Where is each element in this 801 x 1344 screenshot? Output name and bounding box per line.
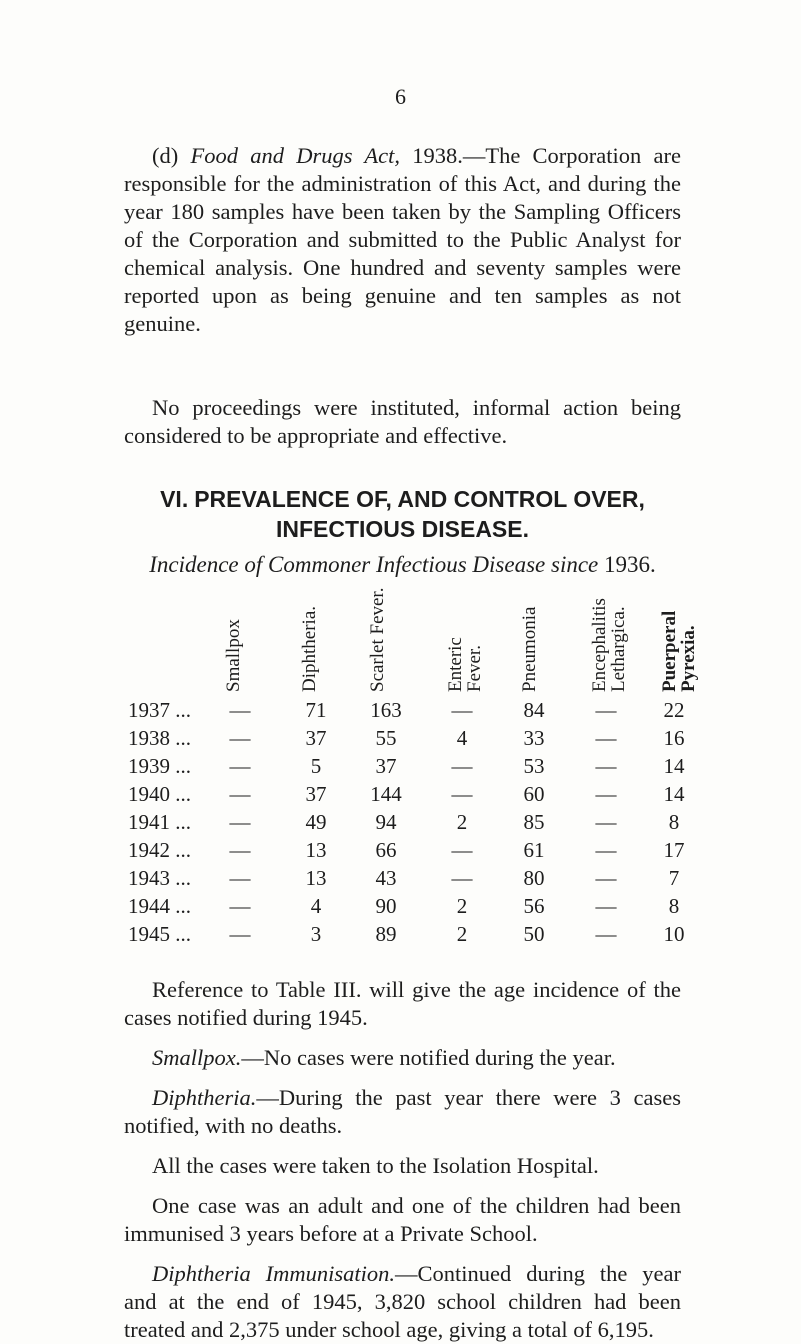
- cell-smallpox: —: [229, 782, 251, 806]
- cell-enteric-fever: —: [451, 866, 473, 890]
- cell-diphtheria: 5: [310, 754, 322, 778]
- cell-scarlet-fever: 37: [375, 754, 397, 778]
- header-pneumonia: Pneumonia: [519, 606, 540, 692]
- cell-encephalitis: —: [595, 894, 617, 918]
- cell-enteric-fever: 2: [456, 922, 468, 946]
- table-caption-year: 1936.: [604, 552, 656, 577]
- section-title: PREVALENCE OF, AND CONTROL OVER, INFECTIOUS DISEASE.: [194, 486, 645, 542]
- cell-puerperal-pyrexia: 7: [668, 866, 680, 890]
- cell-diphtheria: 13: [305, 866, 327, 890]
- cell-pneumonia: 85: [523, 810, 545, 834]
- cell-smallpox: —: [229, 894, 251, 918]
- header-puerperal-pyrexia: Puerperal Pyrexia.: [659, 610, 699, 692]
- cell-scarlet-fever: 90: [375, 894, 397, 918]
- immunised-paragraph: One case was an adult and one of the children had been immunised 3 years before at a Private School.: [124, 1193, 681, 1246]
- table-caption-text: Incidence of Commoner Infectious Disease since: [149, 552, 599, 577]
- cell-pneumonia: 56: [523, 894, 545, 918]
- cell-scarlet-fever: 94: [375, 810, 397, 834]
- cell-smallpox: —: [229, 866, 251, 890]
- cell-encephalitis: —: [595, 782, 617, 806]
- smallpox-lead: Smallpox.: [152, 1045, 242, 1070]
- food-drugs-title: Food and Drugs Act,: [190, 143, 400, 168]
- cell-enteric-fever: —: [451, 838, 473, 862]
- cell-diphtheria: 13: [305, 838, 327, 862]
- cell-diphtheria: 37: [305, 726, 327, 750]
- immunisation-text: —Continued during the year and at the end of 1945, 3,820 school children had been treated and 2,375 under school age, giving a total of 6,195.: [124, 1261, 681, 1342]
- table-row: [0, 782, 801, 808]
- cell-scarlet-fever: 66: [375, 838, 397, 862]
- table-row: [0, 894, 801, 920]
- food-drugs-label: (d): [152, 143, 179, 168]
- cell-scarlet-fever: 43: [375, 866, 397, 890]
- cell-puerperal-pyrexia: 14: [663, 754, 685, 778]
- header-scarlet-fever: Scarlet Fever.: [367, 587, 388, 692]
- cell-puerperal-pyrexia: 22: [663, 698, 685, 722]
- cell-enteric-fever: 2: [456, 894, 468, 918]
- row-year: 1939 ...: [128, 754, 191, 778]
- cell-enteric-fever: 4: [456, 726, 468, 750]
- proceedings-paragraph: No proceedings were instituted, informal action being considered to be appropriate and effective.: [124, 395, 681, 448]
- cell-pneumonia: 60: [523, 782, 545, 806]
- reference-paragraph: Reference to Table III. will give the age incidence of the cases notified during 1945.: [124, 977, 681, 1030]
- cell-scarlet-fever: 89: [375, 922, 397, 946]
- header-enteric-fever: Enteric Fever.: [445, 637, 485, 692]
- cell-encephalitis: —: [595, 922, 617, 946]
- smallpox-text: —No cases were notified during the year.: [241, 1045, 616, 1070]
- row-year: 1944 ...: [128, 894, 191, 918]
- cell-puerperal-pyrexia: 8: [668, 894, 680, 918]
- cell-smallpox: —: [229, 698, 251, 722]
- immunisation-lead: Diphtheria Immunisation.: [152, 1261, 396, 1286]
- row-year: 1945 ...: [128, 922, 191, 946]
- section-heading: [124, 484, 681, 544]
- cell-puerperal-pyrexia: 10: [663, 922, 685, 946]
- row-year: 1938 ...: [128, 726, 191, 750]
- immunisation-paragraph: [124, 1260, 681, 1344]
- cell-encephalitis: —: [595, 838, 617, 862]
- cell-diphtheria: 49: [305, 810, 327, 834]
- smallpox-paragraph: [124, 1044, 681, 1072]
- cell-smallpox: —: [229, 754, 251, 778]
- diphtheria-text: —During the past year there were 3 cases notified, with no deaths.: [124, 1085, 681, 1138]
- header-diphtheria: Diphtheria.: [299, 605, 320, 692]
- cell-diphtheria: 4: [310, 894, 322, 918]
- cell-puerperal-pyrexia: 17: [663, 838, 685, 862]
- cell-encephalitis: —: [595, 866, 617, 890]
- row-year: 1942 ...: [128, 838, 191, 862]
- header-encephalitis-lethargica: Encephalitis Lethargica.: [589, 598, 629, 692]
- diphtheria-lead: Diphtheria.: [152, 1085, 257, 1110]
- cell-enteric-fever: —: [451, 698, 473, 722]
- table-row: [0, 838, 801, 864]
- cell-enteric-fever: —: [451, 754, 473, 778]
- row-year: 1943 ...: [128, 866, 191, 890]
- row-year: 1937 ...: [128, 698, 191, 722]
- cell-pneumonia: 80: [523, 866, 545, 890]
- cell-diphtheria: 3: [310, 922, 322, 946]
- cell-pneumonia: 33: [523, 726, 545, 750]
- food-drugs-text: 1938.—The Corporation are responsible for the administration of this Act, and during the year 180 samples have been taken by the Sampling Officers of the Corporation and submitted to the Public Analyst for chemical analysis. One hundred and seventy samples were reported upon as being genuine and ten samples as not genuine.: [124, 143, 681, 336]
- cell-smallpox: —: [229, 726, 251, 750]
- cell-puerperal-pyrexia: 8: [668, 810, 680, 834]
- cell-pneumonia: 53: [523, 754, 545, 778]
- table-caption: [124, 552, 681, 578]
- table-row: [0, 810, 801, 836]
- page-number: 6: [395, 84, 406, 109]
- diphtheria-paragraph: [124, 1084, 681, 1140]
- cell-scarlet-fever: 144: [370, 782, 402, 806]
- cell-enteric-fever: —: [451, 782, 473, 806]
- cell-pneumonia: 50: [523, 922, 545, 946]
- table-row: [0, 754, 801, 780]
- cell-encephalitis: —: [595, 726, 617, 750]
- row-year: 1941 ...: [128, 810, 191, 834]
- cell-smallpox: —: [229, 810, 251, 834]
- row-year: 1940 ...: [128, 782, 191, 806]
- cell-scarlet-fever: 163: [370, 698, 402, 722]
- isolation-paragraph: All the cases were taken to the Isolation Hospital.: [152, 1153, 599, 1178]
- cell-encephalitis: —: [595, 698, 617, 722]
- cell-puerperal-pyrexia: 14: [663, 782, 685, 806]
- food-drugs-paragraph: [124, 142, 681, 338]
- cell-scarlet-fever: 55: [375, 726, 397, 750]
- cell-puerperal-pyrexia: 16: [663, 726, 685, 750]
- section-number: VI.: [160, 486, 189, 512]
- cell-diphtheria: 71: [305, 698, 327, 722]
- cell-encephalitis: —: [595, 810, 617, 834]
- cell-diphtheria: 37: [305, 782, 327, 806]
- table-row: [0, 726, 801, 752]
- cell-pneumonia: 61: [523, 838, 545, 862]
- cell-enteric-fever: 2: [456, 810, 468, 834]
- cell-smallpox: —: [229, 922, 251, 946]
- cell-pneumonia: 84: [523, 698, 545, 722]
- cell-encephalitis: —: [595, 754, 617, 778]
- table-row: [0, 922, 801, 948]
- table-row: [0, 698, 801, 724]
- table-row: [0, 866, 801, 892]
- cell-smallpox: —: [229, 838, 251, 862]
- header-smallpox: Smallpox: [223, 619, 244, 692]
